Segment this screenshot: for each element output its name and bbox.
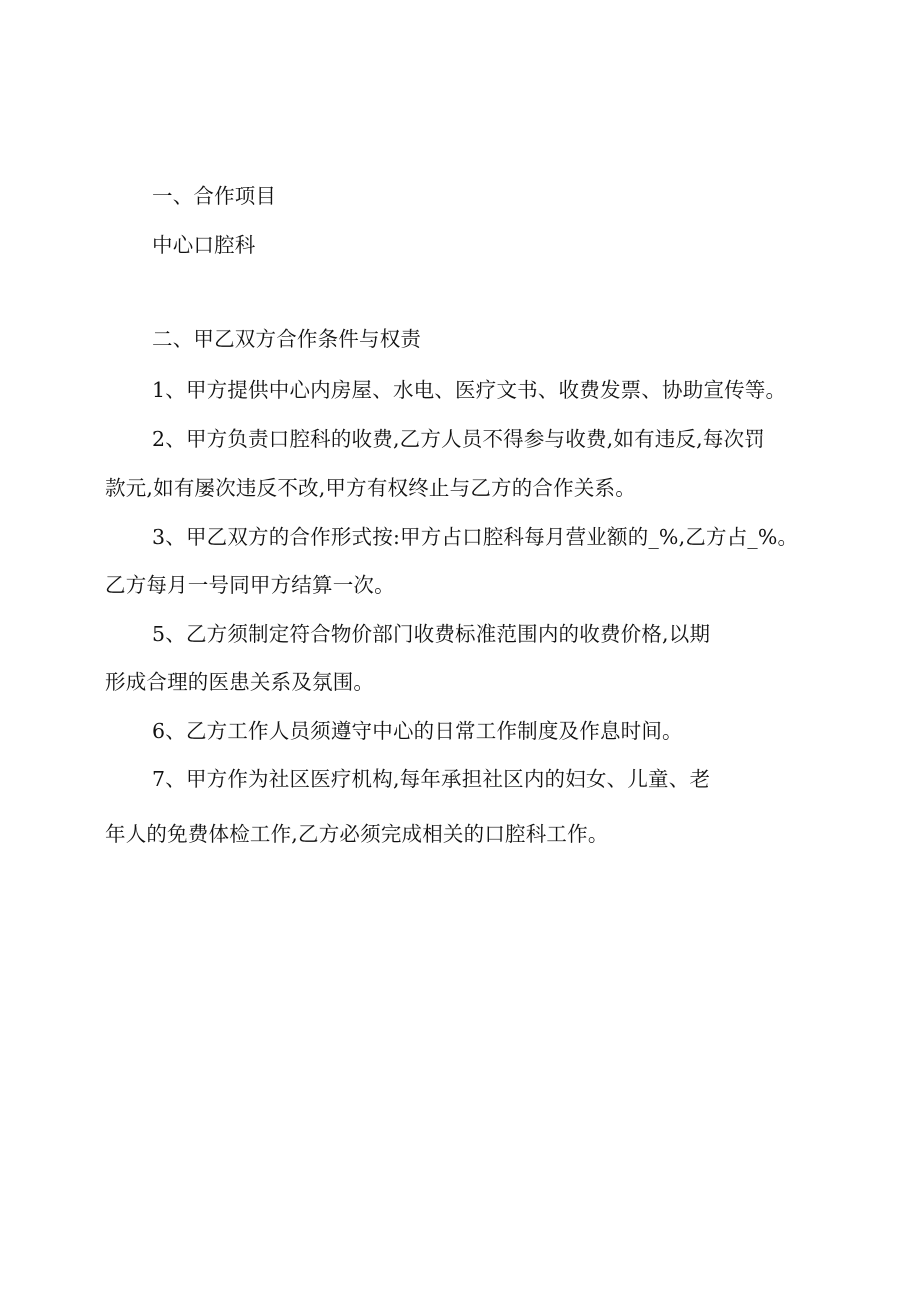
clause-6-line-1: 6、乙方工作人员须遵守中心的日常工作制度及作息时间。 (152, 719, 683, 743)
clause-3-line-2: 乙方每月一号同甲方结算一次。 (105, 573, 395, 597)
clause-5-line-2: 形成合理的医患关系及氛围。 (105, 670, 375, 694)
clause-3-line-1: 3、甲乙双方的合作形式按:甲方占口腔科每月营业额的_%,乙方占_%。 (152, 525, 799, 549)
clause-2-line-2: 款元,如有屡次违反不改,甲方有权终止与乙方的合作关系。 (105, 476, 636, 500)
clause-2-line-1: 2、甲方负责口腔科的收费,乙方人员不得参与收费,如有违反,每次罚 (152, 427, 765, 451)
section-heading-cooperation-project: 一、合作项目 (152, 184, 277, 208)
clause-7-line-2: 年人的免费体检工作,乙方必须完成相关的口腔科工作。 (105, 822, 609, 846)
clause-5-line-1: 5、乙方须制定符合物价部门收费标准范围内的收费价格,以期 (152, 622, 711, 646)
section-body-dental-dept: 中心口腔科 (152, 233, 256, 257)
clause-7-line-1: 7、甲方作为社区医疗机构,每年承担社区内的妇女、儿童、老 (152, 767, 711, 791)
clause-1-line-1: 1、甲方提供中心内房屋、水电、医疗文书、收费发票、协助宣传等。 (152, 378, 787, 402)
section-heading-terms-rights: 二、甲乙双方合作条件与权责 (152, 327, 422, 351)
